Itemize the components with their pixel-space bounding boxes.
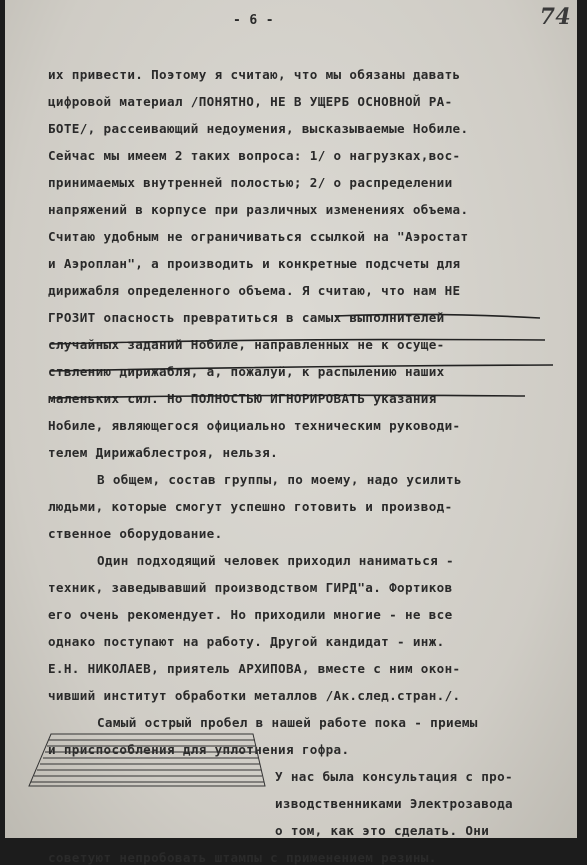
text-line-14: Нобиле, являющегося официально техническим руководи-: [48, 418, 461, 433]
text-line-28: изводственниками Электрозавода: [275, 796, 513, 811]
text-line-16: В общем, состав группы, по моему, надо усилить: [97, 472, 462, 487]
text-line-4: Сейчас мы имеем 2 таких вопроса: 1/ о нагрузках,вос-: [48, 148, 461, 163]
text-line-8: и Аэроплан", а производить и конкретные подсчеты для: [48, 256, 461, 271]
archive-page-number: 74: [539, 4, 571, 30]
handwritten-underlines: [5, 0, 577, 838]
document-page: [5, 0, 577, 865]
text-line-25: Самый острый пробел в нашей работе пока - приемы: [97, 715, 478, 730]
text-line-1: их привести. Поэтому я считаю, что мы обязаны давать: [48, 67, 461, 82]
text-line-23: Е.Н. НИКОЛАЕВ, приятель АРХИПОВА, вместе с ним окон-: [48, 661, 461, 676]
text-line-2: цифровой материал /ПОНЯТНО, НЕ В УЩЕРБ ОСНОВНОЙ РА-: [48, 94, 453, 109]
text-line-29: о том, как это сделать. Они: [275, 823, 490, 838]
text-line-13: маленьких сил. Но ПОЛНОСТЬЮ ИГНОРИРОВАТЬ указания: [48, 391, 437, 406]
text-line-3: БОТЕ/, рассеивающий недоумения, высказываемые Нобиле.: [48, 121, 469, 136]
text-line-21: его очень рекомендует. Но приходили многие - не все: [48, 607, 453, 622]
text-line-24: чивший институт обработки металлов /Ак.след.стран./.: [48, 688, 461, 703]
text-line-7: Считаю удобным не ограничиваться ссылкой на "Аэростат: [48, 229, 469, 244]
text-line-9: дирижабля определенного объема. Я считаю, что нам НЕ: [48, 283, 461, 298]
text-line-30: советуют непробовать штампы с применением резины.: [48, 850, 437, 865]
corrugation-sketch: [27, 730, 267, 800]
text-line-11: случайных заданий Нобиле, направленных не к осуще-: [48, 337, 445, 352]
text-line-15: телем Дирижаблестроя, нельзя.: [48, 445, 279, 460]
text-line-18: ственное оборудование.: [48, 526, 223, 541]
text-line-17: людьми, которые смогут успешно готовить и производ-: [48, 499, 453, 514]
text-line-26: и приспособления для уплотнения гофра.: [48, 742, 350, 757]
text-line-20: техник, заведывавший производством ГИРД"а. Фортиков: [48, 580, 453, 595]
text-line-19: Один подходящий человек приходил наниматься -: [97, 553, 454, 568]
text-line-12: ствлению дирижабля, а, пожалуй, к распылению наших: [48, 364, 445, 379]
page-number: - 6 -: [233, 13, 274, 28]
text-line-5: принимаемых внутренней полостью; 2/ о распределении: [48, 175, 453, 190]
text-line-27: У нас была консультация с про-: [275, 769, 513, 784]
text-line-10: ГРОЗИТ опасность превратиться в самых выполнителей: [48, 310, 445, 325]
text-line-22: однако поступают на работу. Другой кандидат - инж.: [48, 634, 445, 649]
text-line-6: напряжений в корпусе при различных изменениях объема.: [48, 202, 469, 217]
